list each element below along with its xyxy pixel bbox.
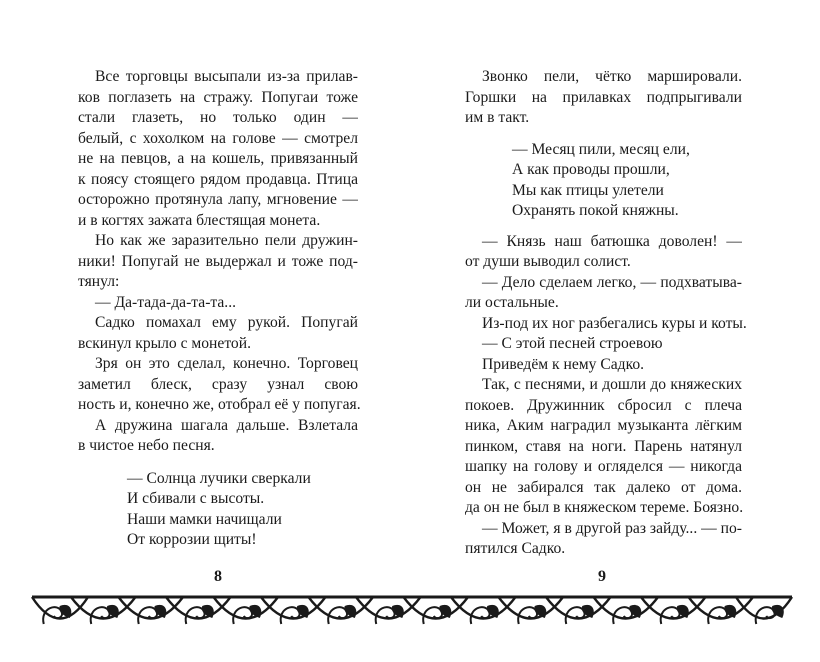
text-line: И сбивали с высоты. [127,490,265,507]
paragraph [465,67,742,129]
text-line: Из-под их ног разбегались куры и коты. [482,314,747,332]
text-line: — Да-тада-да-та-та... [95,293,237,311]
text-line: шапку на голову и огляделся — никогда [465,458,742,475]
paragraph [78,354,361,416]
text-line: От коррозии щиты! [127,531,257,548]
paragraph [78,416,358,457]
text-line: ли остальные. [465,294,559,311]
paragraph [465,314,747,335]
paragraph [465,375,742,519]
left-page-text [78,67,361,551]
text-line: Мы как птицы улетели [512,181,664,199]
right-page-text [465,67,747,560]
paragraph [465,519,742,560]
verse-stanza [465,140,742,222]
text-line: — Солнца лучики сверкали [127,469,311,487]
verse-stanza [78,469,358,551]
text-line: ность и, конечно же, отобрал её у попугая. [78,396,361,413]
text-line: Приведём к нему Садко. [482,355,645,373]
text-line: ника, Аким наградил музыканта лёгким [465,417,742,434]
text-line: Зря он это сделал, конечно. Торговец [95,355,358,372]
text-line: в чистое небо песня. [78,437,215,454]
text-line: пинком, ставя на ноги. Парень натянул [465,437,742,455]
paragraph [465,273,742,314]
text-line: тянул: [78,273,120,290]
text-line: — Князь наш батюшка доволен! — [482,232,742,250]
text-line: ники! Попугай не выдержал и тоже под- [78,252,358,270]
text-line: да он не был в княжеском тереме. Боязно. [465,499,744,516]
text-line: к поясу стоящего рядом продавца. Птица [78,170,358,188]
text-line: от души выводил солист. [465,253,631,270]
text-line: ков поглазеть на стражу. Попугаи тоже [78,88,358,106]
paragraph [78,313,358,354]
decorative-border-ornament [30,594,794,638]
text-line: и в когтях зажата блестящая монета. [78,211,321,229]
text-line: Садко помахал ему рукой. Попугай [95,314,358,331]
text-line: — Месяц пили, месяц ели, [512,140,690,158]
text-line: вскинул крыло с монетой. [78,334,251,352]
text-line: Наши мамки начищали [127,510,282,528]
page-number-left: 8 [214,568,222,585]
text-line: А как проводы прошли, [512,161,670,178]
paragraph [465,334,742,355]
text-line: Все торговцы высыпали из-за прилав- [95,68,358,85]
text-line: Но как же заразительно пели дружин- [95,232,358,249]
text-line: заметил блеск, сразу узнал свою [78,375,358,393]
paragraph [78,231,358,293]
paragraph [465,232,742,273]
text-line: — Дело сделаем легко, — подхватыва- [482,273,742,291]
page-number-right: 9 [598,568,606,585]
text-line: Звонко пели, чётко маршировали. [482,68,742,85]
text-line: белый, с хохолком на голове — смотрел [78,129,358,147]
text-line: он не забирался так далеко от дома. [465,478,742,496]
text-line: — Может, я в другой раз зайду... — по- [482,519,742,537]
text-line: осторожно протянула лапу, мгновение — [78,191,358,208]
paragraph [78,293,358,314]
text-line: Охранять покой княжны. [512,202,679,219]
text-line: Горшки на прилавках подпрыгивали [465,88,742,106]
text-line: пятился Садко. [465,540,566,557]
ornament-curl [43,607,62,624]
text-line: покоев. Дружинник сбросил с плеча [465,396,742,414]
text-line: стали глазеть, но только один — [78,109,358,126]
text-line: не на певцов, а на кошель, привязанный [78,150,358,167]
text-line: Так, с песнями, и дошли до княжеских [482,376,742,393]
text-line: А дружина шагала дальше. Взлетала [95,416,358,434]
text-line: им в такт. [465,109,530,126]
text-line: — С этой песней строевою [482,335,663,352]
paragraph [78,67,358,231]
paragraph [465,355,742,376]
